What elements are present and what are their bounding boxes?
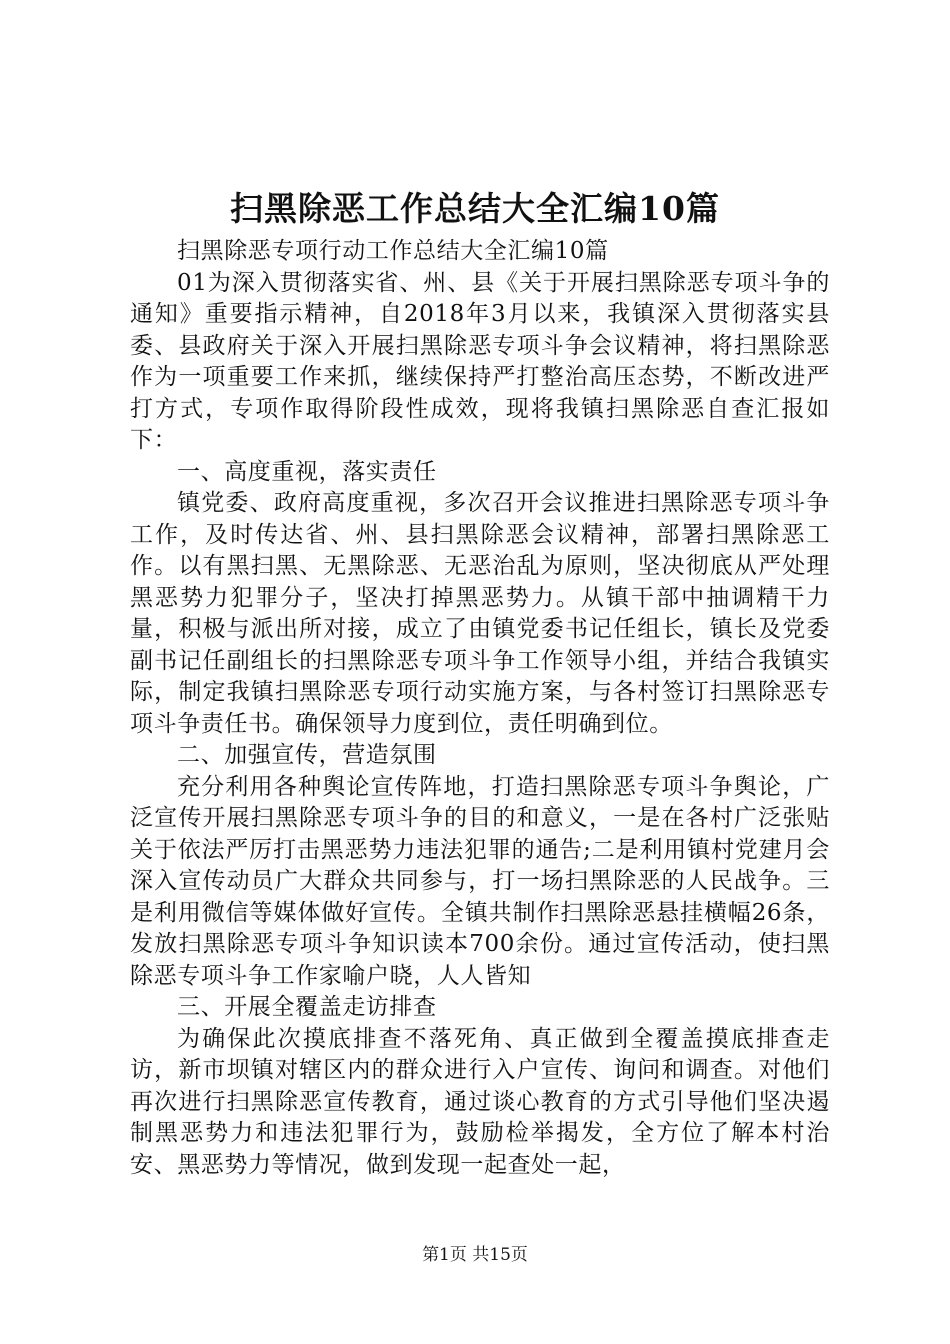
section-heading-1: 一、高度重视，落实责任 (177, 458, 437, 485)
document-body (130, 236, 830, 1181)
section-heading-3: 三、开展全覆盖走访排查 (177, 994, 437, 1020)
paragraph-section-3: 为确保此次摸底排查不落死角、真正做到全覆盖摸底排查走访，新市坝镇对辖区内的群众进行入户宣传、询问和调查。对他们再次进行扫黑除恶宣传教育，通过谈心教育的方式引导他们坚决遏制黑恶势力和违法犯罪行为，鼓励检举揭发，全方位了解本村治安、黑恶势力等情况，做到发现一起查处一起， (130, 1025, 830, 1178)
document-subtitle: 扫黑除恶专项行动工作总结大全汇编10篇 (177, 238, 609, 264)
document-title: 扫黑除恶工作总结大全汇编10篇 (230, 189, 720, 228)
paragraph-section-2: 充分利用各种舆论宣传阵地，打造扫黑除恶专项斗争舆论，广泛宣传开展扫黑除恶专项斗争的目的和意义，一是在各村广泛张贴关于依法严厉打击黑恶势力违法犯罪的通告;二是利用镇村党建月会深入宣传动员广大群众共同参与，打一场扫黑除恶的人民战争。三是利用微信等媒体做好宣传。全镇共制作扫黑除恶悬挂横幅26条，发放扫黑除恶专项斗争知识读本700余份。通过宣传活动，使扫黑除恶专项斗争工作家喻户晓，人人皆知 (130, 773, 830, 989)
page-number-footer: 第1页 共15页 (422, 1245, 528, 1265)
paragraph-section-1: 镇党委、政府高度重视，多次召开会议推进扫黑除恶专项斗争工作，及时传达省、州、县扫黑除恶会议精神，部署扫黑除恶工作。以有黑扫黑、无黑除恶、无恶治乱为原则，坚决彻底从严处理黑恶势力犯罪分子，坚决打掉黑恶势力。从镇干部中抽调精干力量，积极与派出所对接，成立了由镇党委书记任组长，镇长及党委副书记任副组长的扫黑除恶专项斗争工作领导小组，并结合我镇实际，制定我镇扫黑除恶专项行动实施方案，与各村签订扫黑除恶专项斗争责任书。确保领导力度到位，责任明确到位。 (130, 490, 830, 737)
paragraph-intro: 01为深入贯彻落实省、州、县《关于开展扫黑除恶专项斗争的通知》重要指示精神，自2018年3月以来，我镇深入贯彻落实县委、县政府关于深入开展扫黑除恶专项斗争会议精神，将扫黑除恶作为一项重要工作来抓，继续保持严打整治高压态势，不断改进严打方式，专项作取得阶段性成效，现将我镇扫黑除恶自查汇报如下： (130, 269, 830, 453)
section-heading-2: 二、加强宣传，营造氛围 (177, 742, 437, 768)
